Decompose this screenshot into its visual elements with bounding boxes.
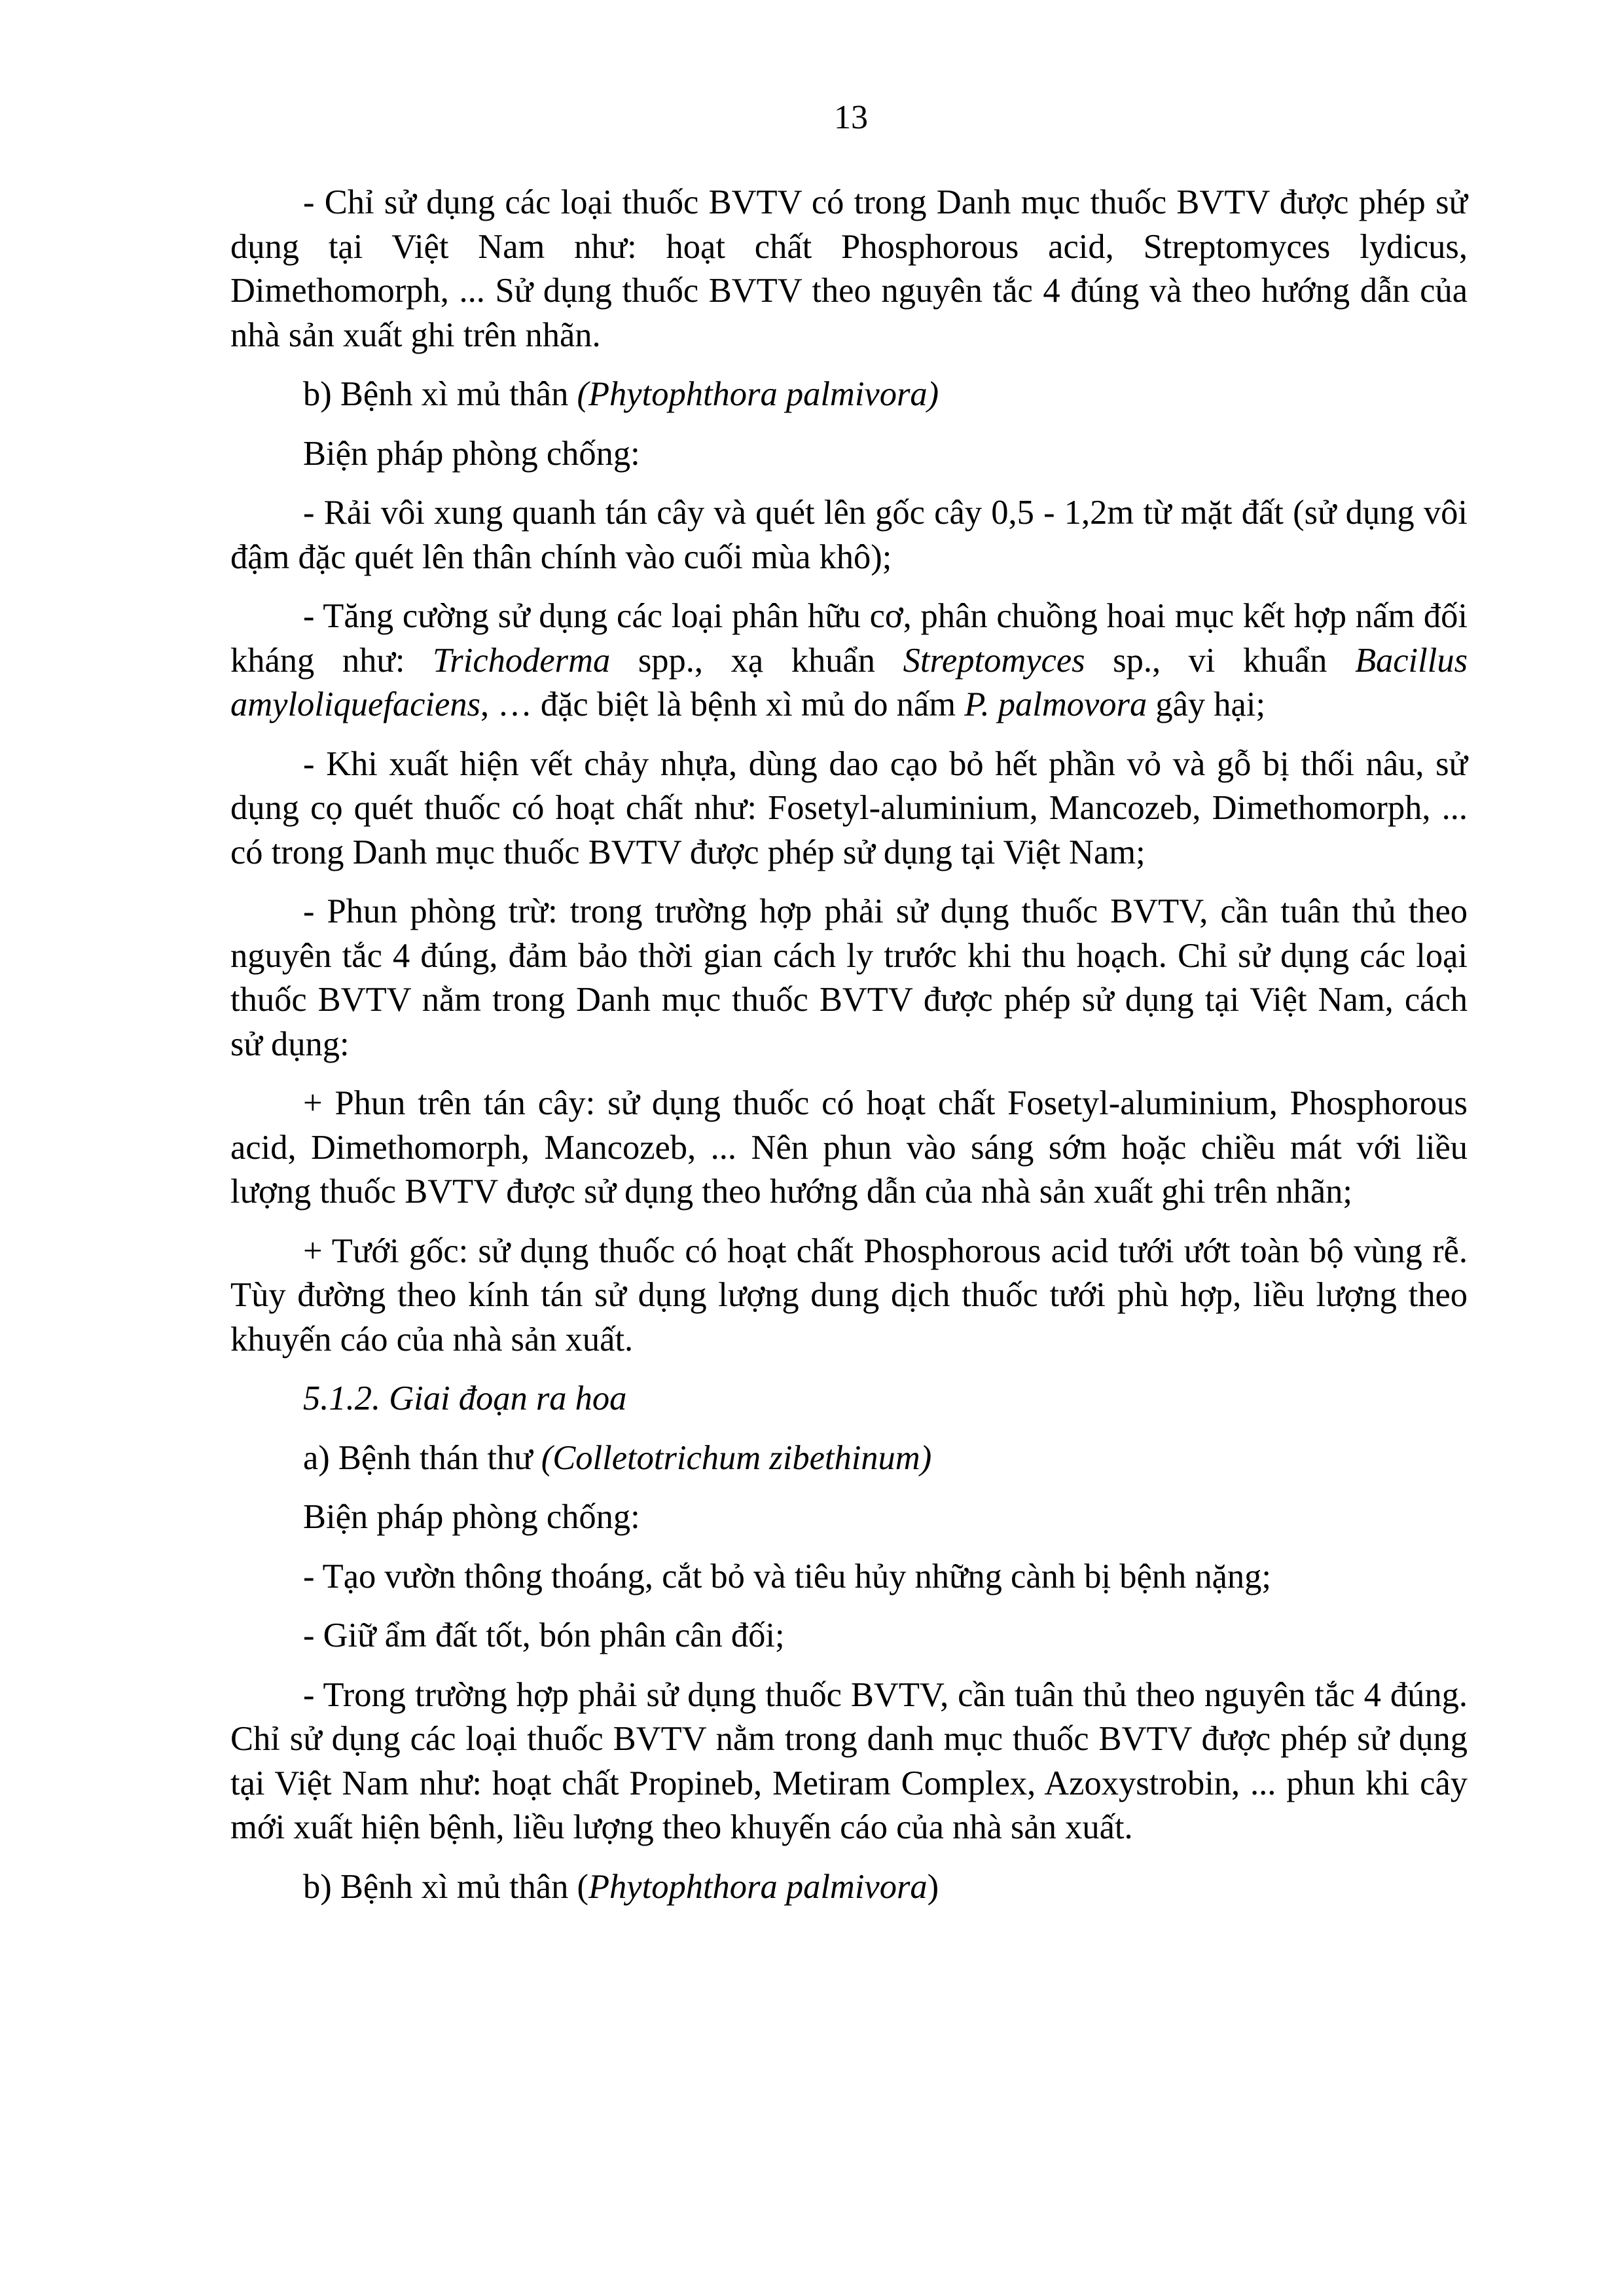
- paragraph-pesticide-usage: [230, 181, 1468, 357]
- text-run: sp., vi khuẩn: [1085, 641, 1355, 680]
- page-number: 13: [834, 99, 868, 136]
- text-run: b) Bệnh xì mủ thân: [303, 375, 577, 413]
- paragraph-spraying: [230, 890, 1468, 1066]
- paragraph-sap-lesion-treatment: [230, 742, 1468, 875]
- text-run: ): [927, 1867, 939, 1906]
- italic-text-run: 5.1.2. Giai đoạn ra hoa: [303, 1379, 627, 1417]
- text-run: gây hại;: [1147, 685, 1266, 723]
- italic-text-run: (Colletotrichum zibethinum): [541, 1438, 932, 1477]
- text-run: - Chỉ sử dụng các loại thuốc BVTV có trong Danh mục thuốc BVTV được phép sử dụng tại Việt Nam như: hoạt chất Phosphorous acid, Streptomyces lydicus, Dimethomorph, ... Sử dụng thuốc BVTV theo nguyên tắc 4 đúng và theo hướng dẫn của nhà sản xuất ghi trên nhãn.: [230, 183, 1468, 354]
- text-run: - Trong trường hợp phải sử dụng thuốc BVTV, cần tuân thủ theo nguyên tắc 4 đúng. Chỉ sử dụng các loại thuốc BVTV nằm trong danh mục thuốc BVTV được phép sử dụng tại Việt Nam như: hoạt chất Propineb, Metiram Complex, Azoxystrobin, ... phun khi cây mới xuất hiện bệnh, liều lượng theo khuyến cáo của nhà sản xuất.: [230, 1675, 1468, 1846]
- heading-stem-gummosis: [230, 373, 1468, 417]
- italic-text-run: Phytophthora palmivora: [588, 1867, 928, 1906]
- text-run: b) Bệnh xì mủ thân (: [303, 1867, 588, 1906]
- text-run: Biện pháp phòng chống:: [303, 434, 640, 473]
- text-run: a) Bệnh thán thư: [303, 1438, 541, 1477]
- text-run: - Rải vôi xung quanh tán cây và quét lên gốc cây 0,5 - 1,2m từ mặt đất (sử dụng vôi đậm đặc quét lên thân chính vào cuối mùa khô);: [230, 494, 1468, 576]
- text-run: - Phun phòng trừ: trong trường hợp phải sử dụng thuốc BVTV, cần tuân thủ theo nguyên tắc 4 đúng, đảm bảo thời gian cách ly trước khi thu hoạch. Chỉ sử dụng các loại thuốc BVTV nằm trong Danh mục thuốc BVTV được phép sử dụng tại Việt Nam, cách sử dụng:: [230, 892, 1468, 1063]
- paragraph-orchard-ventilation: [230, 1555, 1468, 1599]
- italic-text-run: P. palmovora: [964, 685, 1147, 723]
- italic-text-run: Bacillus amyloliquefaciens: [230, 641, 1468, 723]
- paragraph-organic-fertilizer: [230, 594, 1468, 727]
- text-run: + Tưới gốc: sử dụng thuốc có hoạt chất Phosphorous acid tưới ướt toàn bộ vùng rễ. Tùy đường theo kính tán sử dụng lượng dung dịch thuốc tưới phù hợp, liều lượng theo khuyến cáo của nhà sản xuất.: [230, 1231, 1468, 1358]
- label-prevention-measures: [230, 432, 1468, 477]
- heading-anthracnose: [230, 1436, 1468, 1481]
- text-run: - Khi xuất hiện vết chảy nhựa, dùng dao cạo bỏ hết phần vỏ và gỗ bị thối nâu, sử dụng cọ quét thuốc có hoạt chất như: Fosetyl-aluminium, Mancozeb, Dimethomorph, ... có trong Danh mục thuốc BVTV được phép sử dụng tại Việt Nam;: [230, 744, 1468, 871]
- document-body: [230, 181, 1468, 1924]
- section-heading-flowering-stage: [230, 1377, 1468, 1421]
- paragraph-canopy-spray: [230, 1082, 1468, 1214]
- text-run: + Phun trên tán cây: sử dụng thuốc có hoạt chất Fosetyl-aluminium, Phosphorous acid, Dimethomorph, Mancozeb, ... Nên phun vào sáng sớm hoặc chiều mát với liều lượng thuốc BVTV được sử dụng theo hướng dẫn của nhà sản xuất ghi trên nhãn;: [230, 1084, 1468, 1211]
- paragraph-pesticide-4-rights: [230, 1673, 1468, 1850]
- heading-stem-gummosis-2: [230, 1865, 1468, 1910]
- text-run: Biện pháp phòng chống:: [303, 1498, 640, 1536]
- text-run: spp., xạ khuẩn: [610, 641, 903, 680]
- text-run: - Tạo vườn thông thoáng, cắt bỏ và tiêu hủy những cành bị bệnh nặng;: [303, 1557, 1272, 1595]
- paragraph-root-drench: [230, 1230, 1468, 1362]
- paragraph-lime-application: [230, 491, 1468, 579]
- text-run: - Giữ ẩm đất tốt, bón phân cân đối;: [303, 1616, 785, 1654]
- italic-text-run: (Phytophthora palmivora): [577, 375, 939, 413]
- label-prevention-measures-2: [230, 1495, 1468, 1540]
- italic-text-run: Trichoderma: [433, 641, 611, 680]
- paragraph-soil-moisture: [230, 1614, 1468, 1658]
- text-run: , … đặc biệt là bệnh xì mủ do nấm: [480, 685, 965, 723]
- italic-text-run: Streptomyces: [903, 641, 1085, 680]
- text-run: - Tăng cường sử dụng các loại phân hữu cơ, phân chuồng hoai mục kết hợp nấm đối kháng như:: [230, 597, 1468, 680]
